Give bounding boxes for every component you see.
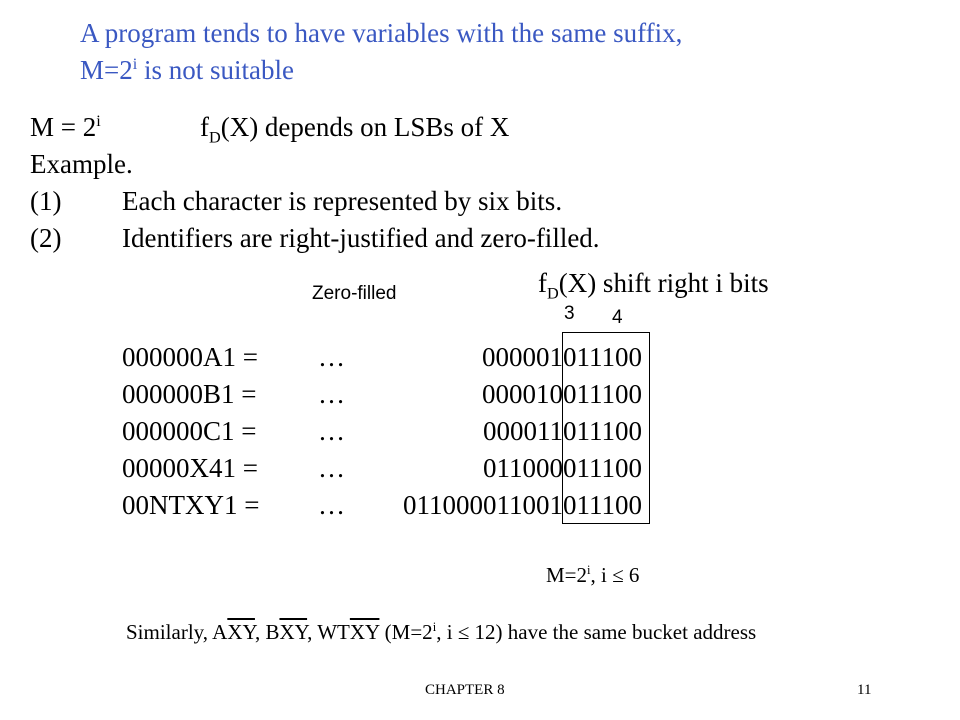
overlined-xy-3: $\overline{XY}$ — [349, 620, 380, 644]
bit-marker-4: 4 — [612, 307, 623, 328]
rule-fd-depends: $f_D(X)$ depends on LSBs of X — [200, 112, 510, 147]
row-2-bits: 000010011100 — [482, 379, 642, 409]
row-2-id: 000000B1 = — [122, 379, 257, 409]
row-5-id: 00NTXY1 = — [122, 490, 260, 520]
condition-text: $M=2^i$, i ≤ 6 — [546, 563, 640, 587]
bit-marker-3: 3 — [564, 303, 575, 324]
example-item-1-text: Each character is represented by six bits. — [122, 186, 563, 216]
row-2-ellipsis: … — [318, 379, 345, 409]
row-4-bits: 011000011100 — [483, 453, 642, 483]
heading-line-2: $M=2^i$ is not suitable — [80, 55, 294, 85]
row-3-ellipsis: … — [318, 416, 345, 446]
similarly-text: Similarly, $A\overline{XY}$, $B\overline{XY}$, $WT\overline{XY}$ ($M=2^i$, i ≤ 12) have the same bucket address — [126, 620, 757, 644]
row-5-bits: 011000011001011100 — [403, 490, 642, 520]
row-3-id: 000000C1 = — [122, 416, 257, 446]
example-item-2-number: (2) — [30, 223, 62, 253]
heading-line-1: A program tends to have variables with the same suffix, — [80, 18, 683, 48]
example-label: Example. — [30, 149, 133, 179]
row-1-bits: 000001011100 — [482, 342, 642, 372]
example-item-1-number: (1) — [30, 186, 62, 216]
rule-m-equals: $M = 2^i$ — [30, 112, 101, 142]
zero-filled-label: Zero-filled — [312, 283, 397, 304]
row-1-ellipsis: … — [318, 342, 345, 372]
row-3-bits: 000011011100 — [483, 416, 642, 446]
example-item-2-text: Identifiers are right-justified and zero-filled. — [122, 223, 600, 253]
row-4-ellipsis: … — [318, 453, 345, 483]
footer-page-number: 11 — [857, 682, 872, 698]
footer-chapter: CHAPTER 8 — [425, 682, 505, 698]
overlined-xy-1: $\overline{XY}$ — [227, 620, 255, 644]
row-5-ellipsis: … — [318, 490, 345, 520]
row-4-id: 00000X41 = — [122, 453, 258, 483]
row-1-id: 000000A1 = — [122, 342, 258, 372]
overlined-xy-2: $\overline{XY}$ — [279, 620, 308, 644]
shift-right-label: $f_D(X)$ shift right i bits — [538, 268, 769, 303]
